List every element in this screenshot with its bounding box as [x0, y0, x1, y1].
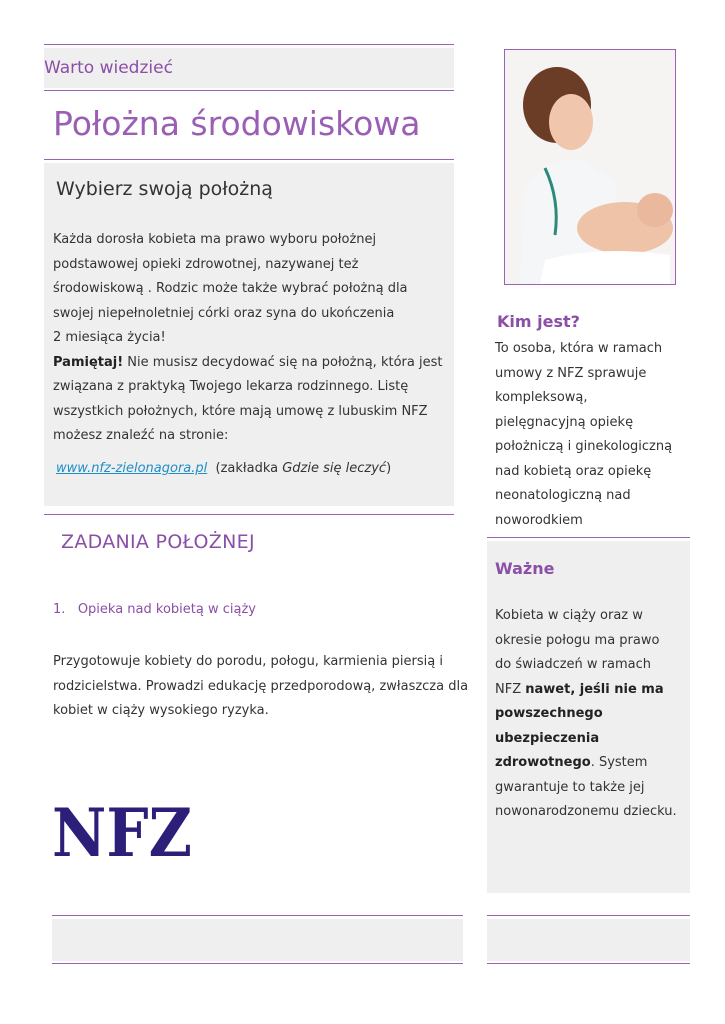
nfz-website-link[interactable]: www.nfz-zielonagora.pl: [56, 461, 208, 476]
text-line: noworodkiem: [495, 512, 583, 528]
page-title: Położna środowiskowa: [53, 104, 421, 143]
text-line: okresie połogu ma prawo: [495, 632, 660, 648]
text-segment: . System: [590, 755, 648, 770]
list-number: 1.: [53, 602, 66, 617]
website-line: [56, 461, 391, 476]
divider: [44, 90, 454, 91]
text-line: położniczą i ginekologiczną: [495, 439, 673, 454]
bold-segment: zdrowotnego: [495, 755, 591, 770]
text-line: umowy z NFZ sprawuje: [495, 365, 647, 381]
text-line: kompleksową,: [495, 390, 588, 405]
footer-band-right: [487, 919, 690, 961]
bold-segment: ubezpieczenia: [495, 730, 600, 746]
important-text: [495, 604, 695, 825]
section-label: Warto wiedzieć: [44, 58, 173, 78]
text-segment: (zakładka: [215, 461, 283, 476]
text-line: Każda dorosła kobieta ma prawo wyboru położnej: [53, 232, 377, 247]
divider: [487, 537, 690, 538]
task-list-item: [53, 602, 256, 617]
text-line: kobiet w ciąży wysokiego ryzyka.: [53, 703, 269, 718]
divider: [44, 44, 454, 45]
text-line: swojej niepełnoletniej córki oraz syna do ukończenia: [53, 305, 395, 321]
divider: [44, 514, 454, 515]
task-label: Opieka nad kobietą w ciąży: [77, 602, 256, 617]
text-line: 2 miesiąca życia!: [53, 330, 166, 345]
text-line: [495, 751, 695, 776]
text-line: [53, 351, 448, 376]
footer-band-left: [52, 919, 463, 961]
text-line: podstawowej opieki zdrowotnej, nazywanej też: [53, 256, 359, 272]
task-paragraph: [53, 650, 483, 724]
divider: [52, 963, 463, 964]
text-line: rodzicielstwa. Prowadzi edukację przedporodową, zwłaszcza dla: [53, 678, 469, 694]
important-heading: Ważne: [495, 559, 555, 578]
divider: [487, 963, 690, 964]
text-line: To osoba, która w ramach: [495, 341, 663, 356]
text-line: środowiskową . Rodzic może także wybrać położną dla: [53, 281, 408, 296]
choose-midwife-text: [53, 228, 448, 449]
text-line: do świadczeń w ramach: [495, 657, 652, 672]
text-line: [495, 702, 695, 727]
text-line: możesz znaleźć na stronie:: [53, 428, 229, 443]
divider: [487, 915, 690, 916]
text-line: [495, 678, 695, 703]
text-segment: Nie musisz decydować się na położną, która jest: [123, 354, 443, 370]
photo-illustration: [505, 50, 675, 284]
text-line: związana z praktyką Twojego lekarza rodzinnego. Listę: [53, 379, 409, 394]
divider: [44, 159, 454, 160]
text-line: Kobieta w ciąży oraz w: [495, 608, 643, 623]
remember-label: Pamiętaj!: [53, 354, 124, 370]
text-line: gwarantuje to także jej: [495, 779, 645, 795]
midwife-with-newborn-photo: [504, 49, 676, 285]
text-line: Przygotowuje kobiety do porodu, połogu, karmienia piersią i: [53, 654, 443, 669]
panel-heading: Wybierz swoją położną: [56, 178, 273, 200]
text-line: pielęgnacyjną opiekę: [495, 414, 634, 430]
bold-segment: powszechnego: [495, 706, 603, 721]
text-segment: ): [386, 461, 392, 476]
who-heading: Kim jest?: [497, 312, 580, 331]
nfz-logo: [52, 800, 194, 860]
who-text: [495, 337, 695, 533]
text-segment: NFZ: [495, 681, 526, 697]
divider: [52, 915, 463, 916]
text-line: [495, 727, 695, 752]
logo-text: NFZ: [52, 800, 192, 860]
text-segment: Gdzie się leczyć: [282, 461, 387, 476]
bold-segment: nawet, jeśli nie ma: [525, 681, 664, 697]
text-line: nowonarodzonemu dziecku.: [495, 804, 677, 819]
text-line: neonatologiczną nad: [495, 488, 631, 503]
text-line: nad kobietą oraz opiekę: [495, 463, 652, 479]
tasks-heading: ZADANIA POŁOŻNEJ: [61, 531, 255, 553]
text-line: wszystkich położnych, które mają umowę z lubuskim NFZ: [53, 403, 428, 419]
